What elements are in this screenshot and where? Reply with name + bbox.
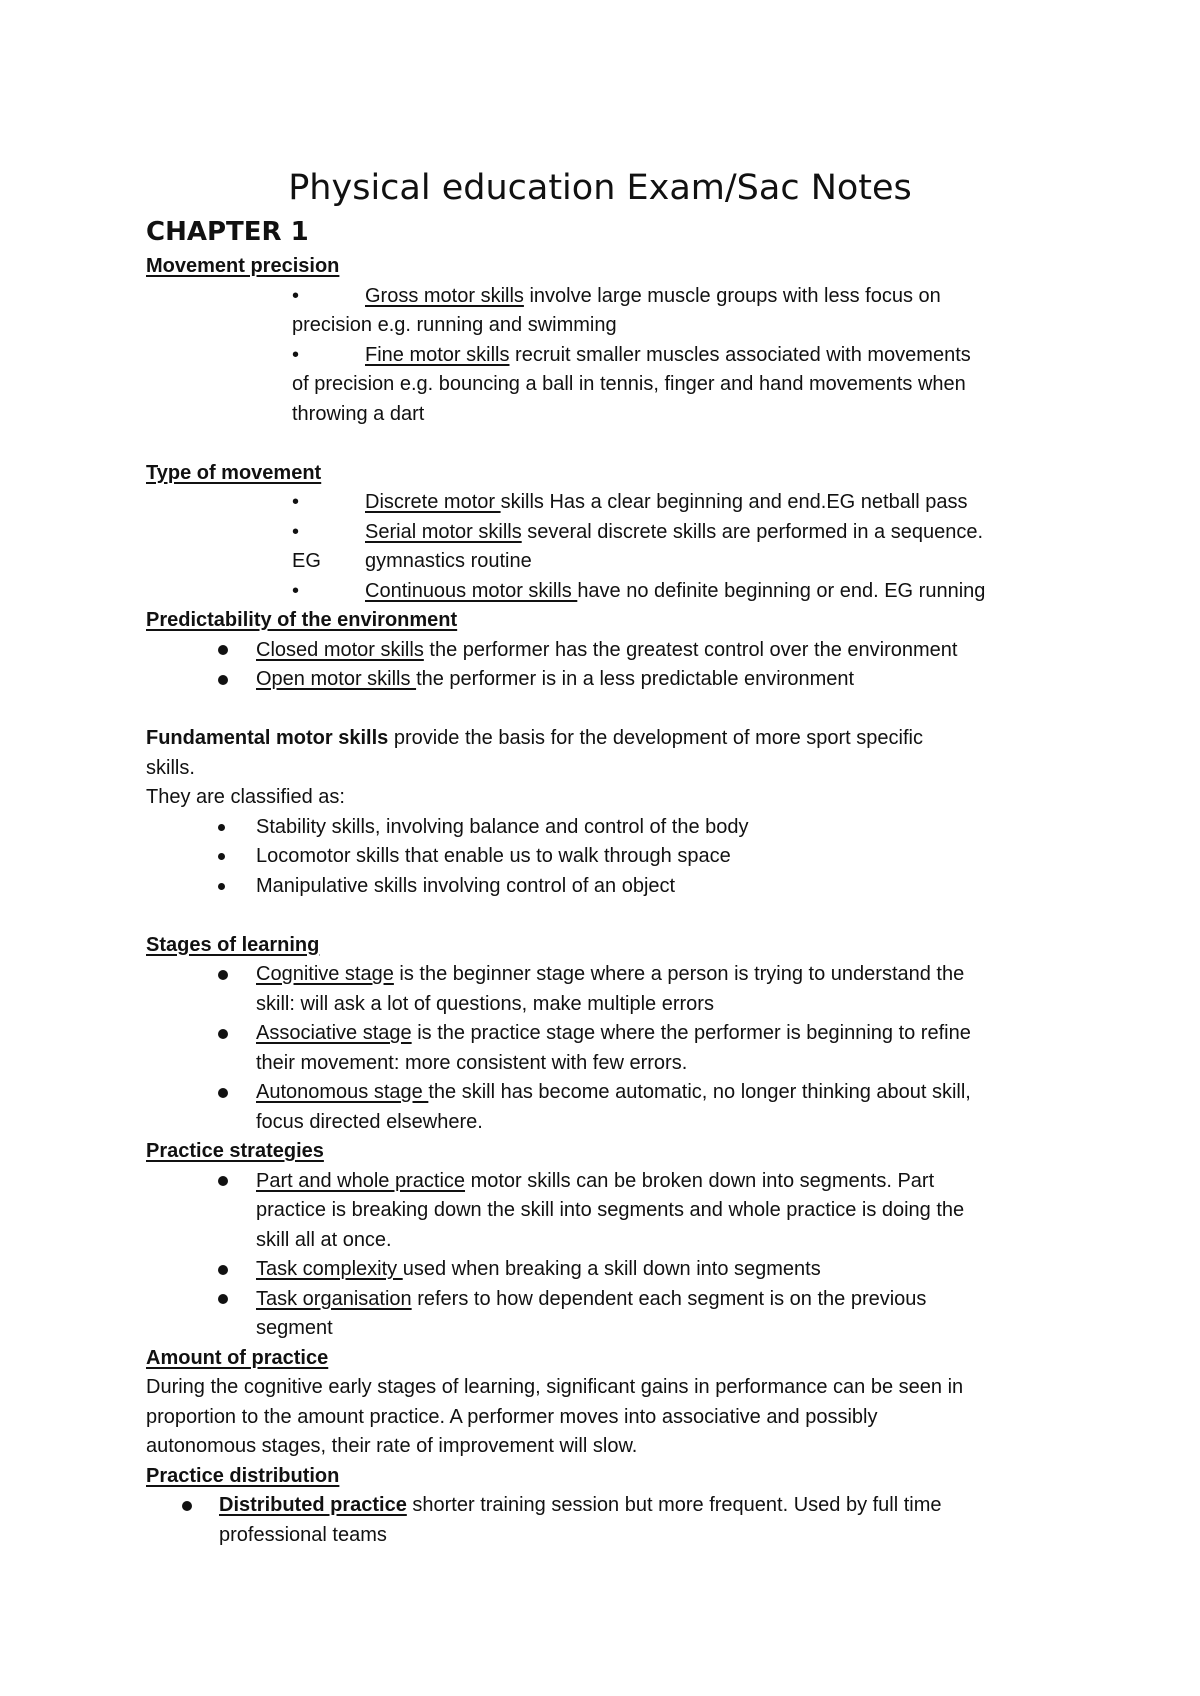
list-item: Cognitive stage is the beginner stage where a person is trying to understand the skill: will ask a lot of questions, make multiple errors xyxy=(146,960,1076,1019)
list-fundamental xyxy=(146,813,1076,902)
list-item: Stability skills, involving balance and control of the body xyxy=(146,813,1076,843)
term: Serial motor skills xyxy=(365,520,522,543)
page-title: Physical education Exam/Sac Notes xyxy=(288,168,912,208)
section-heading-movement-precision: Movement precision xyxy=(146,255,340,277)
term: Discrete motor xyxy=(365,491,501,513)
bullet-icon xyxy=(218,636,228,666)
list-type-of-movement xyxy=(146,488,1076,606)
term: Distributed practice xyxy=(219,1494,407,1516)
term: Task organisation xyxy=(256,1287,412,1310)
term: Task complexity xyxy=(256,1258,403,1280)
bullet-icon xyxy=(218,665,228,695)
list-stages xyxy=(146,960,1076,1137)
section-heading-amount: Amount of practice xyxy=(146,1346,329,1369)
list-practice-strategies xyxy=(146,1167,1076,1344)
section-heading-practice-strategies: Practice strategies xyxy=(146,1140,324,1162)
list-item: Distributed practice shorter training session but more frequent. Used by full time professional teams xyxy=(146,1491,1076,1550)
term: Part and whole practice xyxy=(256,1169,466,1192)
term: Open motor skills xyxy=(256,668,417,690)
chapter-heading: CHAPTER 1 xyxy=(146,217,309,247)
term: Cognitive stage xyxy=(256,963,394,985)
bullet-icon: • xyxy=(292,491,300,513)
term: Gross motor skills xyxy=(365,284,524,307)
list-item: • Discrete motor skills Has a clear beginning and end.EG netball pass xyxy=(146,488,1076,518)
list-item: • Continuous motor skills have no definite beginning or end. EG running xyxy=(146,577,1076,607)
bullet-icon xyxy=(218,842,225,872)
bullet-icon: • xyxy=(292,343,300,366)
term: Continuous motor skills xyxy=(365,579,578,602)
list-item: Locomotor skills that enable us to walk through space xyxy=(146,842,1076,872)
list-predictability xyxy=(146,636,1076,695)
bullet-icon: • xyxy=(292,579,300,602)
list-movement-precision xyxy=(146,282,1076,430)
bullet-icon xyxy=(182,1491,192,1521)
list-item: Manipulative skills involving control of an object xyxy=(146,872,1076,902)
section-heading-type-of-movement: Type of movement xyxy=(146,461,322,484)
list-item: • Fine motor skills recruit smaller muscles associated with movements of precision e.g. bouncing a ball in tennis, finger and hand movements when throwing a dart xyxy=(146,341,1076,430)
bullet-icon xyxy=(218,813,225,843)
section-heading-stages: Stages of learning xyxy=(146,933,320,956)
list-item: Closed motor skills the performer has the greatest control over the environment xyxy=(146,636,1076,666)
list-item-continuation: EG gymnastics routine xyxy=(292,550,532,572)
paragraph-fundamental: Fundamental motor skills provide the basis for the development of more sport specific xyxy=(146,727,923,749)
section-heading-distribution: Practice distribution xyxy=(146,1464,340,1487)
bullet-icon xyxy=(218,1078,228,1108)
paragraph-line: During the cognitive early stages of learning, significant gains in performance can be seen in xyxy=(146,1376,964,1398)
list-item: Associative stage is the practice stage where the performer is beginning to refine their movement: more consistent with few errors. xyxy=(146,1019,1076,1078)
bullet-icon xyxy=(218,1019,228,1049)
term: Fundamental motor skills xyxy=(146,727,389,749)
section-heading-predictability: Predictability of the environment xyxy=(146,609,458,631)
bullet-icon xyxy=(218,960,228,990)
list-distribution xyxy=(146,1491,1076,1550)
paragraph-line: proportion to the amount practice. A performer moves into associative and possibly xyxy=(146,1405,878,1428)
list-item: Autonomous stage the skill has become automatic, no longer thinking about skill, focus directed elsewhere. xyxy=(146,1078,1076,1137)
list-item: • Gross motor skills involve large muscle groups with less focus on precision e.g. running and swimming xyxy=(146,282,1076,341)
document-body: Movement precision • Gross motor skills involve large muscle groups with less focus on precision e.g. running and swimming • Fine motor skills recruit smaller muscles associated with movements of precision e.g. bouncing a ball in tennis, finger and hand movements when throwing a dart Type of movement • Discrete motor skills Has a clear beginning and end.EG netball pass • Serial motor skills several discrete skills are performed in a sequence. EG gymnastics routine • Continuous motor skills have no definite beginning or end. EG running Predictability of the environment Closed motor skills the performer has the greatest control over the environment Open motor skills the performer is in a less predictable environment Fundamental motor skills provide the basis for the development of more sport specific skills. They are classified as: Stability skills, involving balance and control of the body Locomotor skills that enable us to walk through space Manipulative skills involving control of an object Stages of learning Cognitive stage is the beginner stage where a person is trying to understand the skill: will ask a lot of questions, make multiple errors Associative stage is the practice stage where the performer is beginning to refine their movement: more consistent with few errors. Autonomous stage the skill has become automatic, no longer thinking about skill, focus directed elsewhere. Practice strategies Part and whole practice motor skills can be broken down into segments. Part practice is breaking down the skill into segments and whole practice is doing the skill all at once. Task complexity used when breaking a skill down into segments Task organisation refers to how dependent each segment is on the previous segment Amount of practice During the cognitive early stages of learning, significant gains in performance can be seen in proportion to the amount practice. A performer moves into associative and possibly autonomous stages, their rate of improvement will slow. Practice distribution Distributed practice shorter training session but more frequent. Used by full time professional teams xyxy=(146,252,1076,1550)
list-item: • Serial motor skills several discrete skills are performed in a sequence. xyxy=(146,518,1076,548)
bullet-icon xyxy=(218,872,225,902)
list-item: Task organisation refers to how dependent each segment is on the previous segment xyxy=(146,1285,1076,1344)
list-item: Part and whole practice motor skills can be broken down into segments. Part practice is breaking down the skill into segments and whole practice is doing the skill all at once. xyxy=(146,1167,1076,1256)
bullet-icon: • xyxy=(292,520,300,543)
bullet-icon: • xyxy=(292,284,300,307)
term: Fine motor skills xyxy=(365,343,510,366)
list-item: Task complexity used when breaking a skill down into segments xyxy=(146,1255,1076,1285)
bullet-icon xyxy=(218,1285,228,1315)
term: Autonomous stage xyxy=(256,1081,429,1103)
bullet-icon xyxy=(218,1255,228,1285)
bullet-icon xyxy=(218,1167,228,1197)
list-item: Open motor skills the performer is in a less predictable environment xyxy=(146,665,1076,695)
term: Closed motor skills xyxy=(256,638,424,661)
paragraph-line: autonomous stages, their rate of improvement will slow. xyxy=(146,1435,638,1457)
term: Associative stage xyxy=(256,1022,412,1044)
